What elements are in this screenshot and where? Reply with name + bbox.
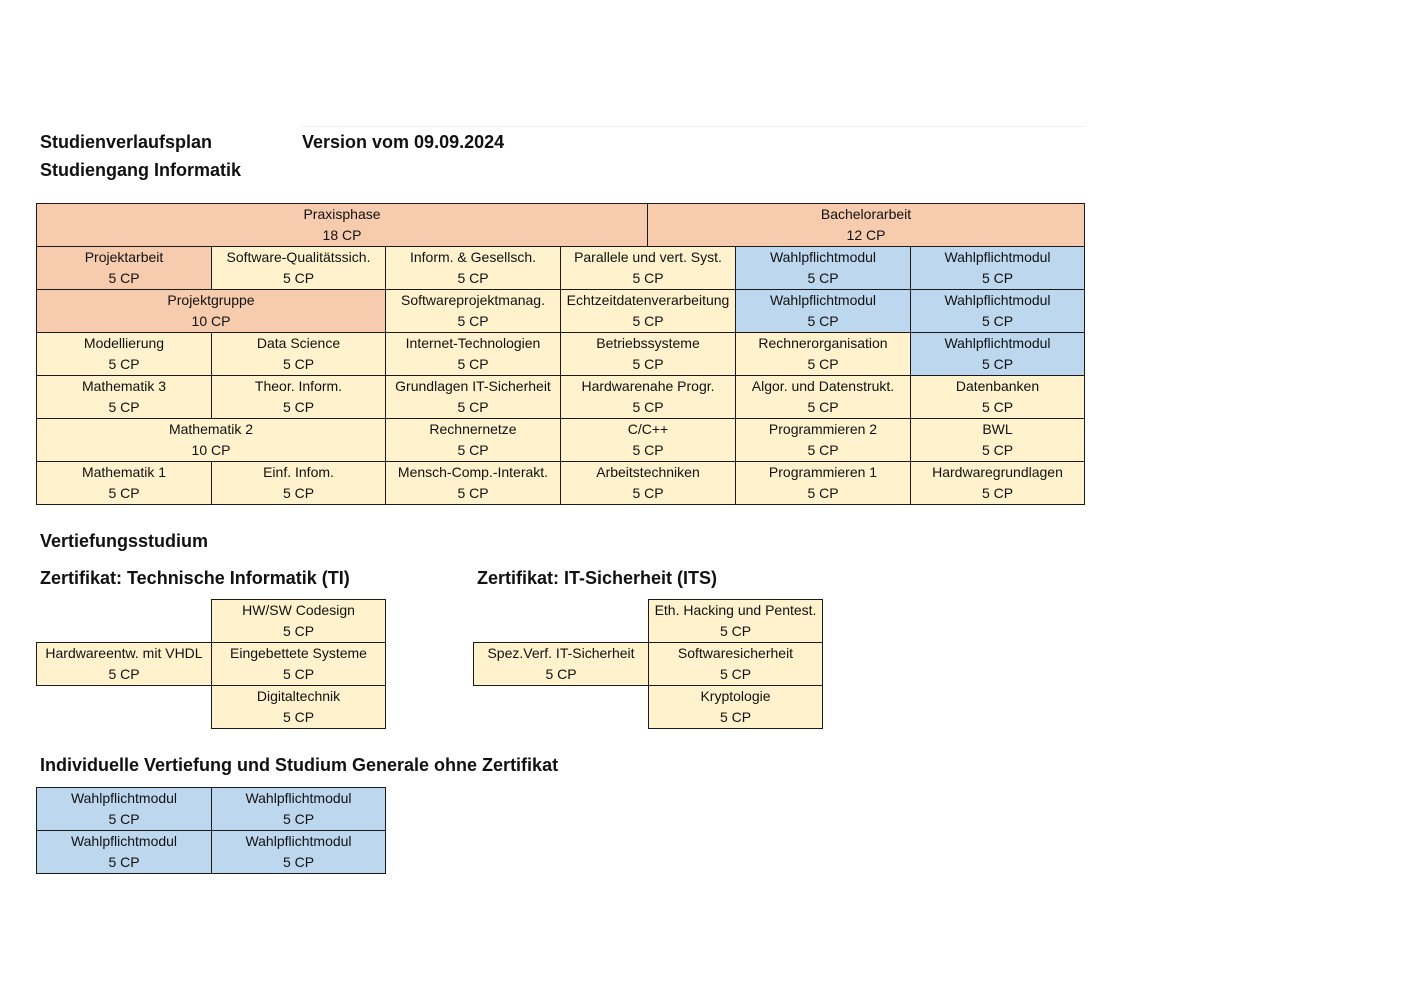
module-label: Softwareprojektmanag. bbox=[401, 292, 545, 308]
module-cell-wahlpflichtmodul bbox=[735, 289, 911, 333]
module-credits: 5 CP bbox=[282, 485, 315, 501]
module-credits: 5 CP bbox=[457, 485, 489, 501]
module-cell-mensch-comp-interakt bbox=[385, 461, 561, 505]
module-cell-internet-technologien bbox=[385, 332, 561, 376]
module-label: Wahlpflichtmodul bbox=[944, 335, 1051, 351]
module-cell-kryptologie bbox=[648, 685, 823, 729]
module-label: Arbeitstechniken bbox=[596, 464, 700, 480]
module-cell-betriebssysteme bbox=[560, 332, 736, 376]
module-cell-bwl bbox=[910, 418, 1085, 462]
module-label: Inform. & Gesellsch. bbox=[409, 249, 537, 265]
module-label: Modellierung bbox=[83, 335, 165, 351]
module-credits: 18 CP bbox=[322, 227, 362, 243]
module-cell-arbeitstechniken bbox=[560, 461, 736, 505]
module-cell-software-qualit-tssich bbox=[211, 246, 386, 290]
module-credits: 5 CP bbox=[719, 623, 752, 639]
module-label: Einf. Infom. bbox=[263, 464, 334, 480]
module-credits: 5 CP bbox=[719, 709, 752, 725]
module-cell-einf-infom bbox=[211, 461, 386, 505]
module-label: Praxisphase bbox=[303, 206, 381, 222]
module-label: Echtzeitdatenverarbeitung bbox=[566, 292, 730, 308]
module-credits: 10 CP bbox=[191, 442, 231, 458]
module-credits: 5 CP bbox=[457, 399, 489, 415]
module-credits: 5 CP bbox=[632, 270, 664, 286]
module-cell-softwareprojektmanag bbox=[385, 289, 561, 333]
module-cell-softwaresicherheit bbox=[648, 642, 823, 686]
module-credits: 12 CP bbox=[846, 227, 886, 243]
module-cell-wahlpflichtmodul bbox=[211, 787, 386, 831]
page-title: Studienverlaufsplan bbox=[40, 132, 213, 152]
individuell-heading: Individuelle Vertiefung und Studium Generale ohne Zertifikat bbox=[40, 755, 559, 775]
module-label: Projektgruppe bbox=[167, 292, 255, 308]
module-credits: 5 CP bbox=[282, 356, 315, 372]
module-credits: 5 CP bbox=[108, 270, 140, 286]
module-credits: 5 CP bbox=[719, 666, 752, 682]
module-label: Wahlpflichtmodul bbox=[944, 292, 1051, 308]
module-label: Internet-Technologien bbox=[405, 335, 541, 351]
module-credits: 5 CP bbox=[807, 399, 839, 415]
module-credits: 5 CP bbox=[632, 399, 664, 415]
module-cell-spez-verf-it-sicherheit bbox=[473, 642, 649, 686]
module-credits: 5 CP bbox=[282, 270, 315, 286]
module-label: Mensch-Comp.-Interakt. bbox=[397, 464, 549, 480]
module-credits: 5 CP bbox=[632, 442, 664, 458]
module-cell-programmieren-2 bbox=[735, 418, 911, 462]
module-label: Datenbanken bbox=[955, 378, 1040, 394]
module-cell-wahlpflichtmodul bbox=[910, 332, 1085, 376]
module-cell-hardwarenahe-progr bbox=[560, 375, 736, 419]
module-cell-wahlpflichtmodul bbox=[910, 246, 1085, 290]
module-credits: 5 CP bbox=[282, 709, 315, 725]
program-title: Studiengang Informatik bbox=[40, 160, 242, 180]
module-label: Eth. Hacking und Pentest. bbox=[654, 602, 817, 618]
module-credits: 5 CP bbox=[981, 485, 1014, 501]
module-label: C/C++ bbox=[627, 421, 669, 437]
module-label: Wahlpflichtmodul bbox=[70, 833, 178, 849]
module-label: Rechnerorganisation bbox=[758, 335, 888, 351]
module-cell-wahlpflichtmodul bbox=[36, 787, 212, 831]
module-label: Algor. und Datenstrukt. bbox=[751, 378, 895, 394]
header-divider bbox=[302, 126, 1086, 127]
module-label: Wahlpflichtmodul bbox=[70, 790, 178, 806]
module-label: Hardwarenahe Progr. bbox=[581, 378, 715, 394]
module-label: Projektarbeit bbox=[84, 249, 164, 265]
module-credits: 5 CP bbox=[981, 313, 1014, 329]
module-label: Wahlpflichtmodul bbox=[944, 249, 1051, 265]
its-certificate-heading: Zertifikat: IT-Sicherheit (ITS) bbox=[477, 568, 718, 588]
module-credits: 5 CP bbox=[632, 356, 664, 372]
module-credits: 5 CP bbox=[282, 399, 315, 415]
module-credits: 5 CP bbox=[108, 811, 140, 827]
module-cell-wahlpflichtmodul bbox=[36, 830, 212, 874]
module-cell-inform-gesellsch bbox=[385, 246, 561, 290]
module-credits: 10 CP bbox=[191, 313, 231, 329]
module-label: Data Science bbox=[256, 335, 341, 351]
module-label: Programmieren 2 bbox=[768, 421, 878, 437]
module-label: Hardwaregrundlagen bbox=[932, 464, 1063, 480]
module-label: HW/SW Codesign bbox=[242, 602, 355, 618]
module-credits: 5 CP bbox=[981, 399, 1014, 415]
module-cell-grundlagen-it-sicherheit bbox=[385, 375, 561, 419]
module-credits: 5 CP bbox=[632, 485, 664, 501]
module-cell-programmieren-1 bbox=[735, 461, 911, 505]
module-label: Eingebettete Systeme bbox=[230, 645, 367, 661]
module-credits: 5 CP bbox=[457, 442, 489, 458]
module-credits: 5 CP bbox=[457, 270, 489, 286]
module-credits: 5 CP bbox=[807, 356, 839, 372]
module-label: Programmieren 1 bbox=[768, 464, 878, 480]
module-credits: 5 CP bbox=[807, 313, 839, 329]
module-credits: 5 CP bbox=[981, 442, 1014, 458]
module-credits: 5 CP bbox=[108, 356, 140, 372]
module-label: Mathematik 1 bbox=[81, 464, 167, 480]
module-credits: 5 CP bbox=[282, 811, 315, 827]
module-credits: 5 CP bbox=[108, 666, 140, 682]
module-cell-hardwaregrundlagen bbox=[910, 461, 1085, 505]
module-credits: 5 CP bbox=[807, 270, 839, 286]
module-label: Wahlpflichtmodul bbox=[245, 790, 352, 806]
module-label: Mathematik 3 bbox=[81, 378, 167, 394]
module-credits: 5 CP bbox=[981, 356, 1014, 372]
module-label: Theor. Inform. bbox=[254, 378, 343, 394]
module-cell-eingebettete-systeme bbox=[211, 642, 386, 686]
module-cell-datenbanken bbox=[910, 375, 1085, 419]
module-cell-mathematik-1 bbox=[36, 461, 212, 505]
module-cell-hw-sw-codesign bbox=[211, 599, 386, 643]
module-cell-mathematik-2 bbox=[36, 418, 386, 462]
vertiefung-heading: Vertiefungsstudium bbox=[40, 531, 209, 551]
version-label: Version vom 09.09.2024 bbox=[302, 132, 505, 152]
module-credits: 5 CP bbox=[282, 854, 315, 870]
module-credits: 5 CP bbox=[108, 399, 140, 415]
module-cell-projektarbeit bbox=[36, 246, 212, 290]
module-credits: 5 CP bbox=[457, 313, 489, 329]
module-label: BWL bbox=[982, 421, 1013, 437]
module-label: Rechnernetze bbox=[429, 421, 517, 437]
module-label: Wahlpflichtmodul bbox=[769, 249, 877, 265]
module-cell-theor-inform bbox=[211, 375, 386, 419]
module-credits: 5 CP bbox=[807, 485, 839, 501]
module-credits: 5 CP bbox=[545, 666, 577, 682]
module-credits: 5 CP bbox=[457, 356, 489, 372]
module-label: Softwaresicherheit bbox=[677, 645, 794, 661]
module-cell-hardwareentw-mit-vhdl bbox=[36, 642, 212, 686]
module-label: Grundlagen IT-Sicherheit bbox=[395, 378, 551, 394]
module-label: Software-Qualitätssich. bbox=[226, 249, 371, 265]
module-credits: 5 CP bbox=[108, 854, 140, 870]
module-label: Betriebssysteme bbox=[596, 335, 700, 351]
module-label: Wahlpflichtmodul bbox=[769, 292, 877, 308]
module-label: Kryptologie bbox=[700, 688, 771, 704]
module-label: Mathematik 2 bbox=[168, 421, 254, 437]
module-label: Parallele und vert. Syst. bbox=[574, 249, 722, 265]
ti-certificate-heading: Zertifikat: Technische Informatik (TI) bbox=[40, 568, 350, 588]
module-credits: 5 CP bbox=[807, 442, 839, 458]
module-credits: 5 CP bbox=[108, 485, 140, 501]
module-label: Digitaltechnik bbox=[256, 688, 341, 704]
module-cell-rechnernetze bbox=[385, 418, 561, 462]
module-cell-rechnerorganisation bbox=[735, 332, 911, 376]
module-credits: 5 CP bbox=[632, 313, 664, 329]
module-cell-mathematik-3 bbox=[36, 375, 212, 419]
module-label: Hardwareentw. mit VHDL bbox=[45, 645, 203, 661]
module-label: Bachelorarbeit bbox=[820, 206, 912, 222]
module-credits: 5 CP bbox=[282, 623, 315, 639]
module-cell-praxisphase bbox=[36, 203, 648, 247]
module-cell-c-c bbox=[560, 418, 736, 462]
module-label: Spez.Verf. IT-Sicherheit bbox=[487, 645, 635, 661]
module-cell-wahlpflichtmodul bbox=[910, 289, 1085, 333]
module-cell-digitaltechnik bbox=[211, 685, 386, 729]
module-cell-wahlpflichtmodul bbox=[735, 246, 911, 290]
module-cell-algor-und-datenstrukt bbox=[735, 375, 911, 419]
module-cell-data-science bbox=[211, 332, 386, 376]
module-cell-wahlpflichtmodul bbox=[211, 830, 386, 874]
module-credits: 5 CP bbox=[282, 666, 315, 682]
module-cell-bachelorarbeit bbox=[647, 203, 1085, 247]
module-cell-echtzeitdatenverarbeitung bbox=[560, 289, 736, 333]
module-credits: 5 CP bbox=[981, 270, 1014, 286]
module-cell-projektgruppe bbox=[36, 289, 386, 333]
module-cell-modellierung bbox=[36, 332, 212, 376]
module-cell-parallele-und-vert-syst bbox=[560, 246, 736, 290]
module-label: Wahlpflichtmodul bbox=[245, 833, 352, 849]
module-cell-eth-hacking-und-pentest bbox=[648, 599, 823, 643]
